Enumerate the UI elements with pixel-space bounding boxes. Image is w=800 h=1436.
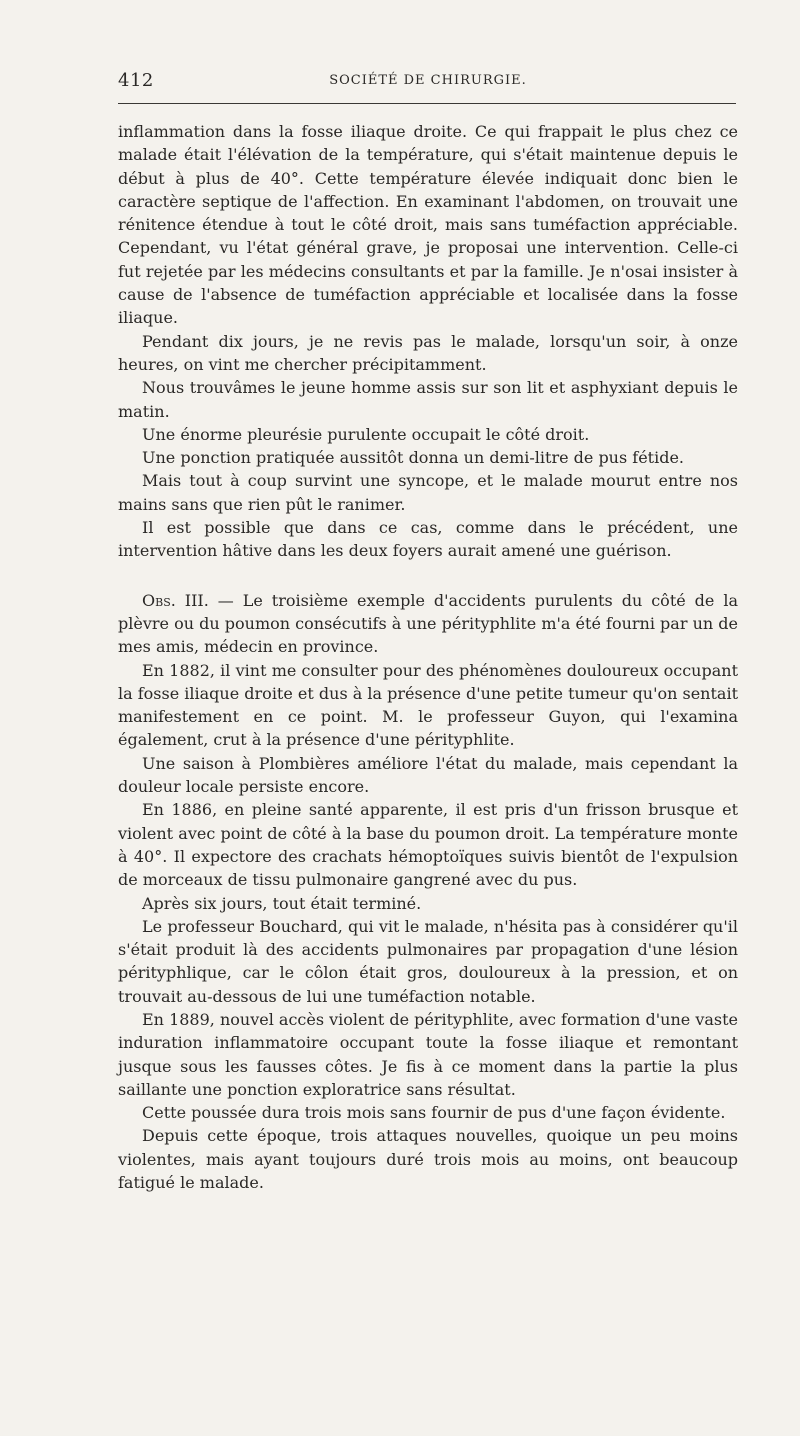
paragraph: En 1882, il vint me consulter pour des phénomènes douloureux occupant la fosse iliaque droite et dus à la présence d'une petite tumeur qu'on sentait manifestement en ce point. M. le professeur Guyon, qui l'examina également, crut à la présence d'une pérityphlite. — [118, 660, 738, 750]
paragraph: Une ponction pratiquée aussitôt donna un demi-litre de pus fétide. — [142, 448, 685, 468]
observation-text: — Le troisième exemple d'accidents purulents du côté de la plèvre ou du poumon consécutifs à une pérityphlite m'a été fourni par un de mes amis, médecin en province. — [118, 590, 738, 657]
paragraph: Depuis cette époque, trois attaques nouvelles, quoique un peu moins violentes, mais ayant toujours duré trois mois au moins, ont beaucoup fatigué le malade. — [118, 1126, 738, 1193]
paragraph-continuation: inflammation dans la fosse iliaque droite. Ce qui frappait le plus chez ce malade était l'élévation de la température, qui s'était maintenue depuis le début à plus de 40°. Cette température élevée indiquait donc bien le caractère septique de l'affection. En examinant l'abdomen, on trouvait une rénitence étendue à tout le côté droit, mais sans tuméfaction appréciable. Cependant, vu l'état général grave, je proposai une intervention. Celle-ci fut rejetée par les médecins consultants et par la famille. Je n'osai insister à cause de l'absence de tuméfaction appréciable et localisée dans la fosse iliaque. — [118, 122, 738, 328]
paragraph: Une saison à Plombières améliore l'état du malade, mais cependant la douleur locale persiste encore. — [118, 753, 738, 797]
paragraph: Une énorme pleurésie purulente occupait le côté droit. — [142, 424, 590, 444]
paragraph: En 1886, en pleine santé apparente, il est pris d'un frisson brusque et violent avec point de côté à la base du poumon droit. La température monte à 40°. Il expectore des crachats hémoptoïques suivis bientôt de l'expulsion de morceaux de tissu pulmonaire gangrené avec du pus. — [118, 800, 738, 890]
page-header — [118, 70, 738, 96]
paragraph: Après six jours, tout était terminé. — [142, 893, 422, 913]
paragraph: Pendant dix jours, je ne revis pas le malade, lorsqu'un soir, à onze heures, on vint me chercher précipitamment. — [118, 331, 738, 374]
paragraph: Nous trouvâmes le jeune homme assis sur son lit et asphyxiant depuis le matin. — [118, 378, 738, 421]
paragraph: Mais tout à coup survint une syncope, et le malade mourut entre nos mains sans que rien pût le ranimer. — [118, 471, 738, 514]
paragraph: Le professeur Bouchard, qui vit le malade, n'hésita pas à considérer qu'il s'était produit là des accidents pulmonaires par propagation d'une lésion pérityphlique, car le côlon était gros, douloureux à la pression, et on trouvait au-dessous de lui une tuméfaction notable. — [118, 916, 738, 1006]
page-number: 412 — [118, 70, 154, 91]
paragraph: En 1889, nouvel accès violent de pérityphlite, avec formation d'une vaste induration inflammatoire occupant toute la fosse iliaque et remontant jusque sous les fausses côtes. Je fis à ce moment dans la partie la plus saillante une ponction exploratrice sans résultat. — [118, 1009, 738, 1099]
observation-heading-paragraph — [118, 589, 738, 659]
paragraph: Il est possible que dans ce cas, comme dans le précédent, une intervention hâtive dans les deux foyers aurait amené une guérison. — [118, 518, 738, 561]
text-body — [118, 120, 738, 1194]
observation-label: Obs. III. — [142, 590, 209, 610]
paragraph: Cette poussée dura trois mois sans fournir de pus d'une façon évidente. — [142, 1103, 726, 1123]
running-title: SOCIÉTÉ DE CHIRURGIE. — [329, 73, 527, 88]
header-rule — [118, 103, 736, 104]
